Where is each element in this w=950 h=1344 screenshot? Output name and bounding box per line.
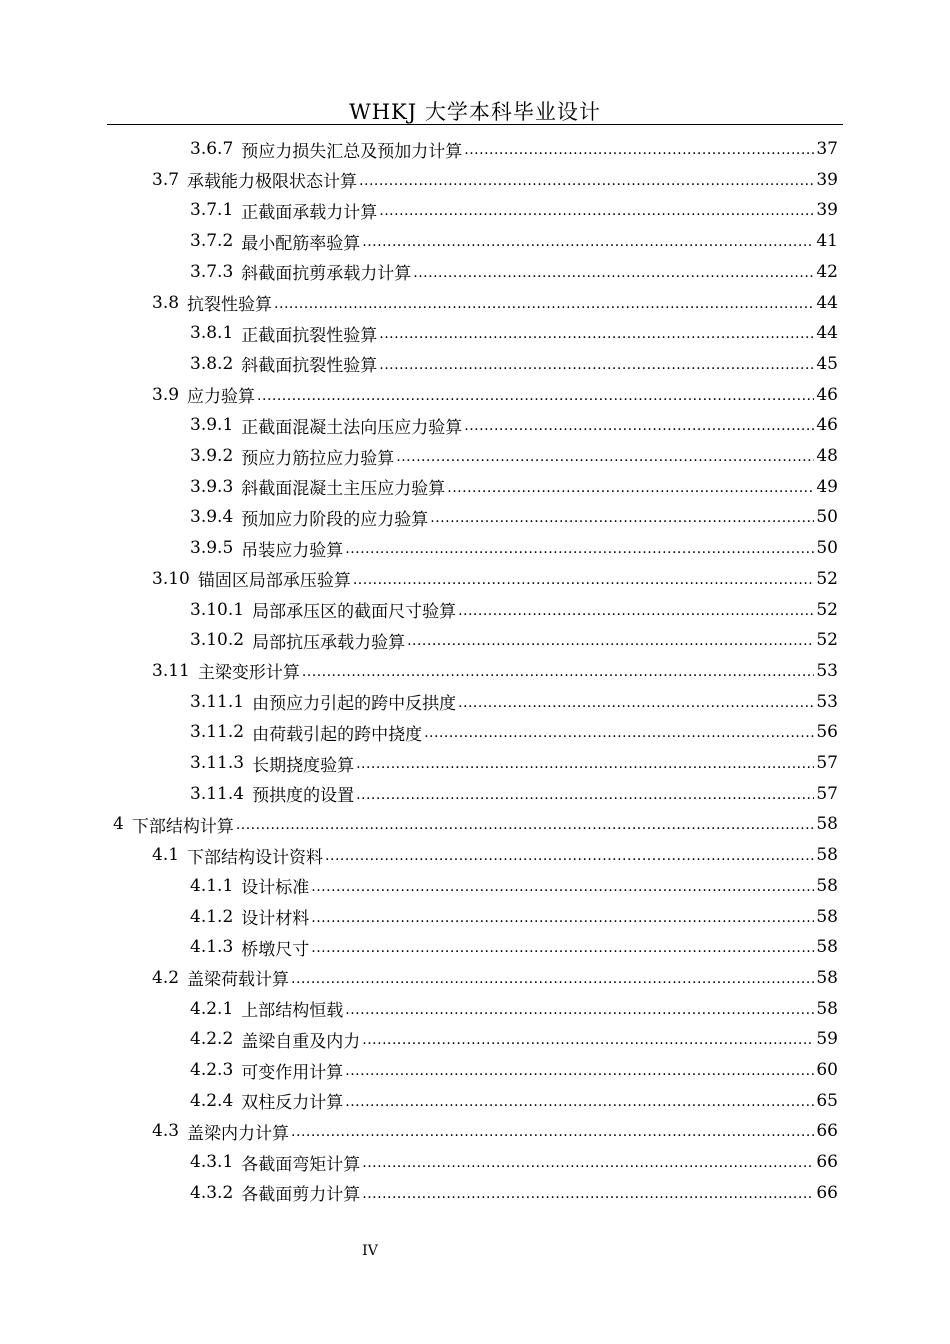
toc-entry-number: 3.11.1: [190, 691, 245, 712]
toc-entry-number: 3.9.3: [190, 476, 234, 497]
toc-entry-number: 4.3: [152, 1121, 180, 1142]
toc-entry[interactable]: [190, 902, 838, 932]
toc-entry-page: 58: [816, 906, 838, 927]
toc-entry-title: 盖梁内力计算: [187, 1123, 290, 1144]
toc-entry-title: 预应力筋拉应力验算: [241, 448, 395, 469]
toc-entry-page: 41: [816, 231, 838, 252]
toc-entry-page: 50: [816, 507, 838, 528]
toc-dot-leader: [345, 1002, 814, 1024]
toc-entry-number: 3.11.3: [190, 753, 245, 773]
toc-dot-leader: [362, 1032, 814, 1054]
toc-dot-leader: [311, 940, 814, 962]
toc-entry-title: 各截面弯矩计算: [241, 1154, 361, 1175]
toc-entry-number: 3.9: [152, 384, 180, 405]
toc-dot-leader: [356, 756, 814, 778]
toc-entry[interactable]: [152, 380, 838, 410]
toc-entry-number: 4.2.1: [190, 998, 234, 1019]
toc-entry-page: 53: [816, 660, 838, 681]
toc-entry-page: 49: [816, 476, 838, 497]
toc-entry-page: 46: [816, 384, 838, 405]
toc-entry[interactable]: [152, 564, 838, 594]
toc-dot-leader: [345, 1063, 814, 1085]
toc-entry-title: 斜截面混凝土主压应力验算: [241, 479, 446, 500]
toc-entry[interactable]: [190, 1086, 838, 1116]
toc-entry[interactable]: [152, 288, 838, 318]
toc-entry-page: 52: [816, 568, 838, 589]
toc-entry-title: 局部抗压承载力验算: [252, 632, 406, 653]
toc-entry-title: 预应力损失汇总及预加力计算: [241, 141, 463, 162]
toc-entry-page: 57: [816, 753, 838, 773]
toc-dot-leader: [362, 1155, 814, 1177]
page-number: IV: [362, 1243, 378, 1259]
toc-entry-page: 52: [816, 630, 838, 651]
toc-dot-leader: [345, 1094, 814, 1116]
toc-entry-title: 正截面承载力计算: [241, 202, 378, 223]
toc-entry[interactable]: [190, 625, 838, 655]
toc-entry-number: 3.8: [152, 292, 180, 313]
toc-dot-leader: [274, 296, 814, 318]
toc-dot-leader: [379, 203, 814, 225]
toc-entry-title: 盖梁自重及内力: [241, 1031, 361, 1052]
toc-entry-number: 3.10.1: [190, 599, 245, 620]
toc-entry-page: 39: [816, 169, 838, 190]
toc-entry[interactable]: [190, 1024, 838, 1054]
toc-entry-number: 3.7.3: [190, 261, 234, 282]
toc-entry-number: 3.6.7: [190, 139, 234, 159]
toc-entry-page: 52: [816, 599, 838, 620]
toc-entry[interactable]: [190, 932, 838, 962]
toc-entry-number: 3.10: [152, 568, 190, 589]
toc-entry[interactable]: [190, 257, 838, 287]
toc-entry-number: 3.11.2: [190, 722, 245, 743]
toc-dot-leader: [362, 234, 814, 256]
toc-entry-number: 4.1.2: [190, 906, 234, 927]
toc-entry-number: 3.9.5: [190, 538, 234, 559]
toc-dot-leader: [325, 848, 814, 870]
toc-entry-number: 3.10.2: [190, 630, 245, 651]
toc-entry[interactable]: [190, 1055, 838, 1085]
toc-entry-page: 37: [816, 139, 838, 159]
toc-dot-leader: [424, 725, 814, 747]
toc-entry-title: 局部承压区的截面尺寸验算: [252, 602, 457, 622]
toc-entry-number: 4.3.2: [190, 1182, 234, 1203]
toc-entry-title: 斜截面抗剪承载力计算: [241, 264, 412, 285]
toc-entry-number: 3.8.2: [190, 353, 234, 374]
toc-dot-leader: [291, 1124, 814, 1146]
toc-entry[interactable]: [190, 502, 838, 532]
toc-entry[interactable]: [190, 533, 838, 563]
toc-entry-page: 53: [816, 691, 838, 712]
toc-entry[interactable]: [190, 195, 838, 225]
toc-entry-title: 上部结构恒载: [241, 1001, 344, 1022]
toc-entry-number: 3.9.4: [190, 507, 234, 528]
toc-entry-title: 长期挠度验算: [252, 755, 355, 776]
toc-entry-title: 各截面剪力计算: [241, 1185, 361, 1206]
toc-entry-page: 50: [816, 538, 838, 559]
toc-entry-page: 66: [816, 1121, 838, 1142]
toc-entry-title: 锚固区局部承压验算: [197, 571, 351, 592]
toc-entry[interactable]: [190, 349, 838, 379]
toc-dot-leader: [236, 817, 815, 839]
toc-entry-page: 44: [816, 323, 838, 344]
toc-dot-leader: [291, 971, 814, 993]
toc-entry-page: 57: [816, 783, 838, 804]
toc-entry[interactable]: [190, 410, 838, 440]
toc-dot-leader: [302, 664, 815, 686]
toc-entry-number: 4: [113, 814, 124, 835]
toc-dot-leader: [379, 326, 814, 348]
toc-entry-title: 由荷载引起的跨中挠度: [252, 724, 423, 745]
toc-entry-number: 3.7.2: [190, 231, 234, 252]
toc-entry[interactable]: [190, 687, 838, 717]
toc-entry-title: 承载能力极限状态计算: [187, 172, 358, 193]
toc-entry-number: 4.1.3: [190, 937, 234, 958]
toc-dot-leader: [257, 388, 814, 410]
toc-entry[interactable]: [190, 441, 838, 471]
toc-entry-title: 正截面抗裂性验算: [241, 325, 378, 346]
toc-dot-leader: [464, 418, 814, 440]
toc-entry-title: 可变作用计算: [241, 1062, 344, 1083]
toc-entry-title: 斜截面抗裂性验算: [241, 356, 378, 377]
toc-dot-leader: [458, 603, 814, 625]
header-rule: [107, 124, 843, 125]
toc-entry-page: 66: [816, 1182, 838, 1203]
toc-entry-number: 4.2.2: [190, 1029, 234, 1050]
toc-entry-title: 由预应力引起的跨中反拱度: [252, 694, 457, 715]
toc-dot-leader: [359, 173, 814, 195]
toc-entry-title: 设计材料: [241, 909, 310, 929]
toc-dot-leader: [396, 449, 814, 471]
page-header-title: WHKJ 大学本科毕业设计: [349, 100, 601, 124]
toc-entry-number: 3.9.2: [190, 446, 234, 466]
toc-entry[interactable]: [190, 472, 838, 502]
toc-entry-page: 58: [816, 875, 838, 896]
toc-entry-title: 最小配筋率验算: [241, 233, 361, 254]
toc-entry-number: 3.7.1: [190, 200, 234, 221]
toc-entry[interactable]: [152, 963, 838, 993]
toc-entry-page: 58: [816, 937, 838, 958]
toc-entry-page: 58: [816, 814, 838, 835]
toc-entry-page: 60: [816, 1060, 838, 1080]
toc-dot-leader: [447, 480, 814, 502]
toc-entry-page: 56: [816, 722, 838, 743]
toc-entry-number: 3.11.4: [190, 783, 245, 804]
toc-entry[interactable]: [152, 656, 838, 686]
toc-entry-page: 42: [816, 261, 838, 282]
toc-entry-title: 预加应力阶段的应力验算: [241, 509, 429, 530]
toc-dot-leader: [311, 910, 814, 932]
toc-entry-page: 66: [816, 1152, 838, 1173]
toc-entry-number: 3.9.1: [190, 415, 234, 436]
toc-entry-page: 59: [816, 1029, 838, 1050]
toc-entry-number: 3.11: [152, 660, 190, 681]
toc-dot-leader: [311, 879, 814, 901]
toc-entry-title: 正截面混凝土法向压应力验算: [241, 417, 463, 438]
toc-dot-leader: [353, 572, 815, 594]
toc-entry-page: 58: [816, 967, 838, 988]
toc-entry-title: 盖梁荷载计算: [187, 970, 290, 991]
toc-entry[interactable]: [190, 1178, 838, 1208]
toc-entry-page: 44: [816, 292, 838, 313]
toc-entry-number: 3.7: [152, 169, 180, 190]
toc-dot-leader: [407, 633, 814, 655]
toc-entry[interactable]: [152, 165, 838, 195]
toc-entry[interactable]: [113, 809, 838, 839]
toc-entry-number: 4.3.1: [190, 1152, 234, 1173]
toc-entry-number: 4.1.1: [190, 875, 234, 896]
toc-entry[interactable]: [190, 595, 838, 625]
toc-entry-title: 预拱度的设置: [252, 786, 355, 807]
toc-entry-number: 4.1: [152, 845, 180, 866]
toc-entry[interactable]: [190, 994, 838, 1024]
toc-dot-leader: [356, 787, 814, 809]
toc-entry-title: 桥墩尺寸: [241, 939, 310, 960]
toc-entry[interactable]: [190, 134, 838, 164]
toc-entry[interactable]: [190, 1147, 838, 1177]
toc-entry-page: 58: [816, 998, 838, 1019]
toc-entry-title: 下部结构设计资料: [187, 847, 324, 868]
toc-entry[interactable]: [190, 226, 838, 256]
toc-entry[interactable]: [190, 717, 838, 747]
toc-entry-page: 58: [816, 845, 838, 866]
toc-entry-number: 3.8.1: [190, 323, 234, 344]
toc-entry-title: 设计标准: [241, 878, 310, 899]
toc-entry-page: 39: [816, 200, 838, 221]
toc-entry-title: 应力验算: [187, 387, 256, 408]
toc-entry[interactable]: [190, 318, 838, 348]
toc-entry-title: 抗裂性验算: [187, 295, 273, 315]
toc-dot-leader: [379, 357, 814, 379]
toc-entry-title: 吊装应力验算: [241, 540, 344, 561]
toc-entry[interactable]: [152, 1116, 838, 1146]
toc-dot-leader: [430, 510, 814, 532]
toc-dot-leader: [458, 695, 814, 717]
toc-entry-page: 48: [816, 446, 838, 466]
toc-entry-number: 4.2.4: [190, 1090, 234, 1111]
toc-dot-leader: [413, 265, 814, 287]
toc-entry-title: 主梁变形计算: [197, 663, 300, 684]
toc-entry-title: 下部结构计算: [131, 816, 234, 837]
toc-entry-page: 65: [816, 1090, 838, 1111]
toc-dot-leader: [464, 142, 814, 164]
toc-entry[interactable]: [190, 871, 838, 901]
toc-entry-page: 45: [816, 353, 838, 374]
toc-entry[interactable]: [152, 840, 838, 870]
toc-entry-number: 4.2: [152, 967, 180, 988]
toc-dot-leader: [345, 541, 814, 563]
toc-dot-leader: [362, 1186, 814, 1208]
toc-entry-page: 46: [816, 415, 838, 436]
toc-entry-number: 4.2.3: [190, 1060, 234, 1080]
toc-entry-title: 双柱反力计算: [241, 1093, 344, 1114]
toc-entry[interactable]: [190, 779, 838, 809]
toc-entry[interactable]: [190, 748, 838, 778]
